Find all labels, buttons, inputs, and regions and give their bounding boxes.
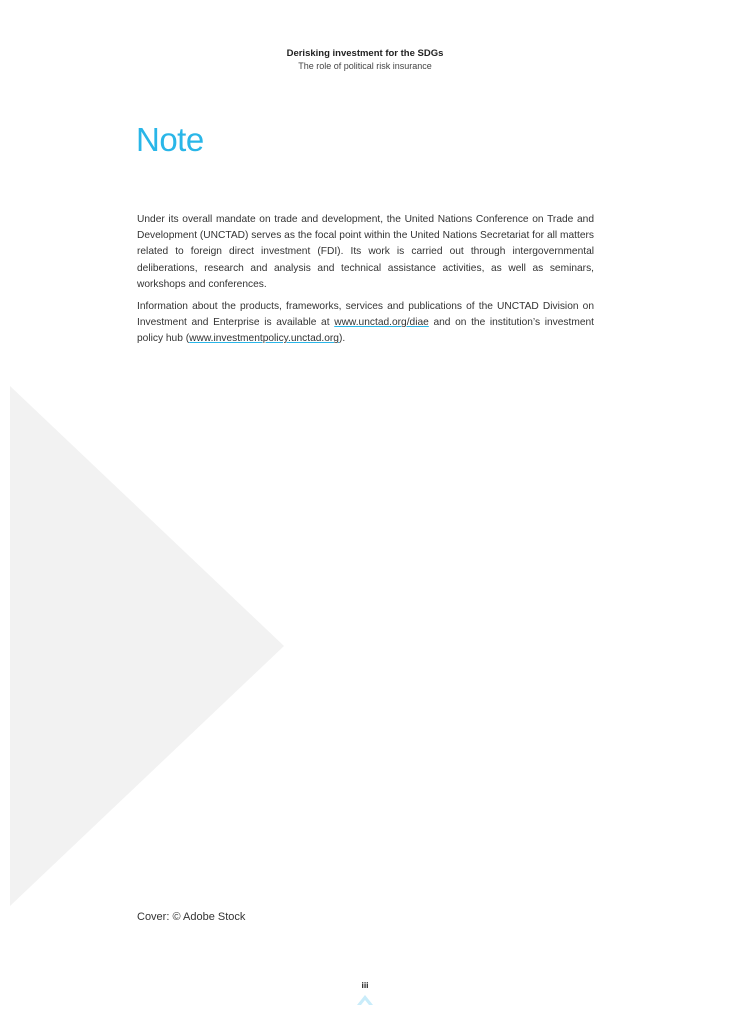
header-title: Derisking investment for the SDGs [286, 48, 444, 59]
page-number: iii [361, 980, 369, 990]
paragraph-information-part1: Information about the products, frameworks, services and publications of the UNCTAD Division on Investment and Enterprise is available at [137, 301, 594, 329]
header-subtitle: The role of political risk insurance [298, 61, 432, 71]
page-title: Note [136, 121, 204, 158]
link-investment-policy-hub[interactable]: www.investmentpolicy.unctad.org [189, 333, 339, 345]
chevron-up-icon[interactable] [356, 992, 374, 1006]
paragraph-information [137, 299, 594, 348]
cover-credit: Cover: © Adobe Stock [137, 911, 246, 923]
running-header [0, 48, 730, 72]
paragraph-information-part3: ). [338, 333, 346, 345]
paragraph-mandate: Under its overall mandate on trade and development, the United Nations Conference on Trade and Development (UNCTAD) serves as the focal point within the United Nations Secretariat for all matters related to foreign direct investment (FDI). Its work is carried out through intergovernmental deliberations, research and analysis and technical assistance activities, as well as seminars, workshops and conferences. [137, 214, 594, 290]
body-text [137, 212, 594, 354]
link-unctad-diae[interactable]: www.unctad.org/diae [334, 317, 429, 329]
paragraph-information-part2: and on the institution’s investment policy hub ( [137, 317, 594, 345]
